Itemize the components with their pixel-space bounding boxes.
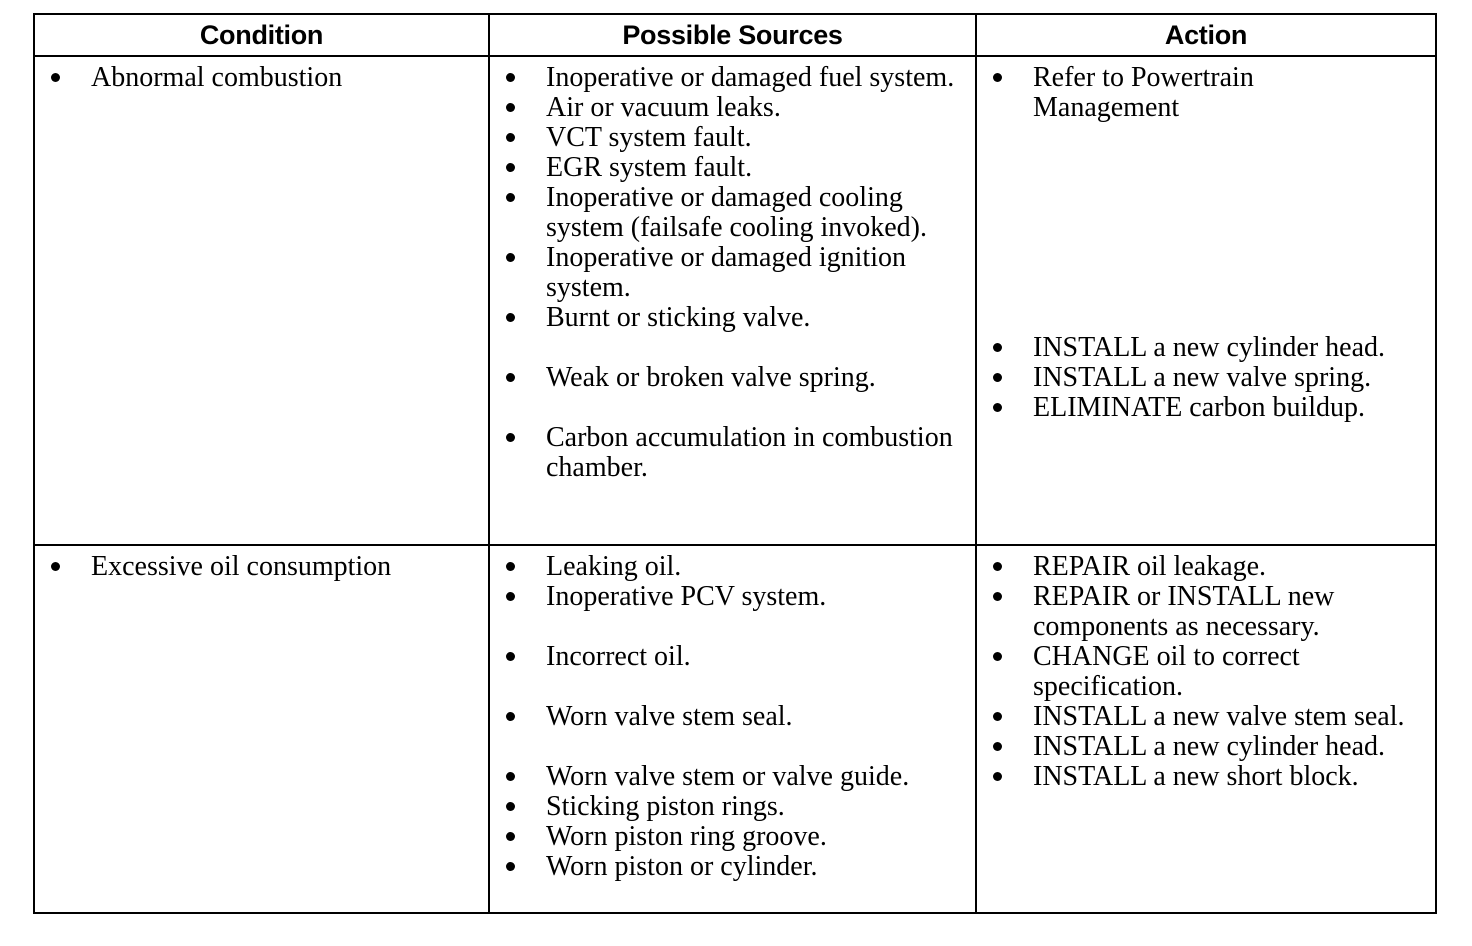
bullet-icon [506,133,515,142]
bullet-icon [993,712,1002,721]
bullet-icon [506,313,515,322]
header-row [34,14,1436,56]
header-condition: Condition [34,14,489,56]
spacer [977,123,1435,333]
source-text: Worn piston or cylinder. [546,851,818,882]
bullet-icon [51,73,60,82]
list-item [977,642,1435,702]
action-text: INSTALL a new valve stem seal. [1033,701,1405,732]
list-item [490,822,975,852]
bullet-icon [506,802,515,811]
list-item [977,762,1435,792]
source-text: VCT system fault. [546,122,752,153]
list-item [35,552,488,582]
condition-text: Abnormal combustion [91,62,343,93]
list-item [490,153,975,183]
bullet-icon [993,343,1002,352]
header-action: Action [976,14,1436,56]
sources-cell [489,56,976,545]
action-text: INSTALL a new cylinder head. [1033,332,1386,363]
source-text: EGR system fault. [546,152,753,183]
bullet-icon [506,592,515,601]
list-item [490,702,975,732]
source-text: Air or vacuum leaks. [546,92,781,123]
source-text: Worn piston ring groove. [546,821,827,852]
condition-cell [34,545,489,913]
bullet-icon [506,832,515,841]
header-possible-sources: Possible Sources [489,14,976,56]
list-item [490,762,975,792]
table-row [34,56,1436,545]
source-text: Inoperative or damaged ignition system. [546,242,906,303]
source-text: Inoperative PCV system. [546,581,827,612]
source-text: Leaking oil. [546,551,682,582]
action-text: INSTALL a new short block. [1033,761,1359,792]
source-text: Incorrect oil. [546,641,691,672]
bullet-icon [51,562,60,571]
bullet-icon [993,403,1002,412]
action-text: Refer to Powertrain Management [1033,62,1254,123]
source-text: Burnt or sticking valve. [546,302,811,333]
action-cell [976,545,1436,913]
action-text: INSTALL a new valve spring. [1033,362,1372,393]
bullet-icon [993,772,1002,781]
list-item [977,393,1435,423]
bullet-icon [506,373,515,382]
list-item [490,792,975,822]
bullet-icon [506,103,515,112]
source-text: Weak or broken valve spring. [546,362,876,393]
bullet-icon [506,253,515,262]
action-text: ELIMINATE carbon buildup. [1033,392,1366,423]
condition-text: Excessive oil consumption [91,551,392,582]
list-item [490,123,975,153]
list-item [490,243,975,303]
list-item [490,303,975,333]
action-text: INSTALL a new cylinder head. [1033,731,1386,762]
source-text: Worn valve stem seal. [546,701,793,732]
list-item [490,183,975,243]
bullet-icon [993,742,1002,751]
condition-cell [34,56,489,545]
list-item [490,423,975,483]
bullet-icon [993,73,1002,82]
table-row [34,545,1436,913]
list-item [977,732,1435,762]
action-text: CHANGE oil to correct specification. [1033,641,1300,702]
list-item [490,852,975,882]
list-item [35,63,488,93]
bullet-icon [506,73,515,82]
list-item [490,363,975,393]
bullet-icon [506,712,515,721]
sources-cell [489,545,976,913]
list-item [977,333,1435,363]
bullet-icon [993,652,1002,661]
bullet-icon [993,373,1002,382]
list-item [490,582,975,612]
list-item [490,93,975,123]
bullet-icon [506,562,515,571]
list-item [977,702,1435,732]
source-text: Sticking piston rings. [546,791,785,822]
list-item [490,642,975,672]
list-item [977,63,1435,123]
bullet-icon [993,562,1002,571]
action-cell [976,56,1436,545]
list-item [977,363,1435,393]
list-item [977,582,1435,642]
bullet-icon [506,862,515,871]
bullet-icon [506,163,515,172]
source-text: Inoperative or damaged cooling system (failsafe cooling invoked). [546,182,928,243]
source-text: Carbon accumulation in combustion chamber. [546,422,953,483]
bullet-icon [506,433,515,442]
list-item [490,552,975,582]
bullet-icon [993,592,1002,601]
bullet-icon [506,652,515,661]
action-text: REPAIR oil leakage. [1033,551,1267,582]
source-text: Worn valve stem or valve guide. [546,761,910,792]
list-item [490,63,975,93]
list-item [977,552,1435,582]
action-text: REPAIR or INSTALL new components as necessary. [1033,581,1335,642]
diagnosis-table [33,13,1437,914]
bullet-icon [506,772,515,781]
source-text: Inoperative or damaged fuel system. [546,62,955,93]
bullet-icon [506,193,515,202]
